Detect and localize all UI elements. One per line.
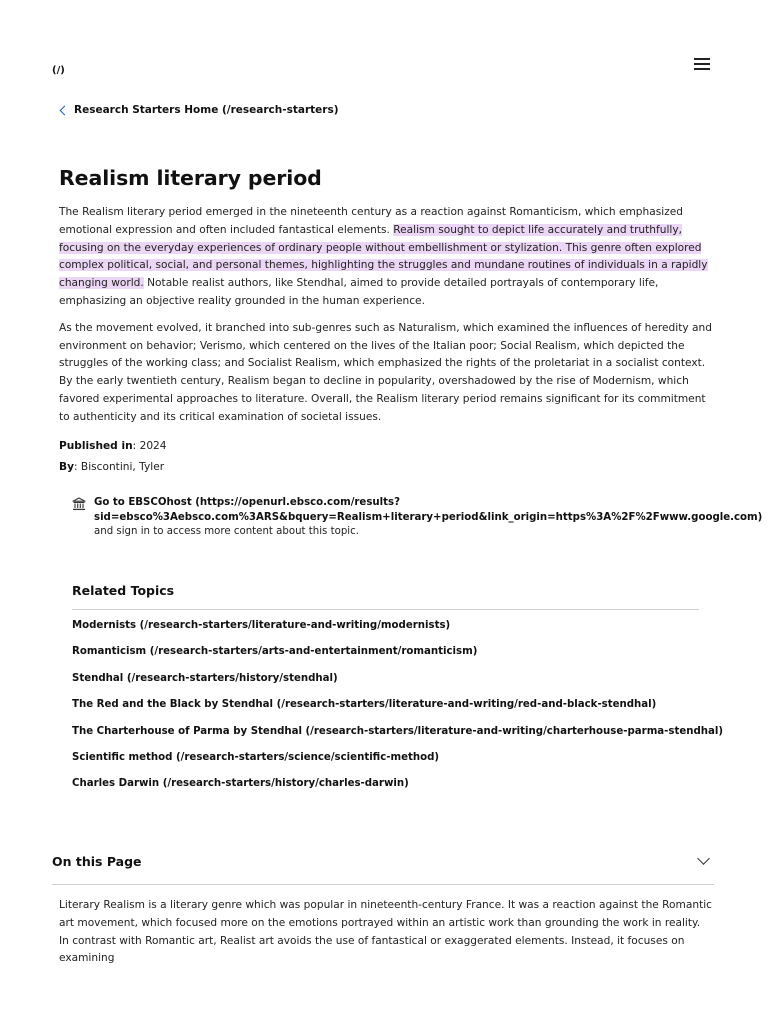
breadcrumb-research-starters-home[interactable]	[59, 104, 339, 116]
article-meta	[59, 436, 167, 478]
related-topics-divider	[72, 609, 699, 610]
related-topic-item	[72, 699, 723, 725]
related-topic-link-red-and-black[interactable]: The Red and the Black by Stendhal (/research-starters/literature-and-writing/red-and-black-stendhal)	[72, 699, 657, 711]
chevron-left-icon	[60, 105, 70, 115]
bank-icon	[72, 497, 86, 511]
summary-p1-start: The Realism literary period emerged in the nineteenth century as a reaction against Romanticism, which emphasized emotional expression and often included fantastical elements.	[59, 206, 684, 236]
related-topic-item	[72, 673, 723, 699]
ebsco-link-line1: Go to EBSCOhost (https://openurl.ebsco.com/results?	[94, 497, 400, 508]
related-topic-link-charles-darwin[interactable]: Charles Darwin (/research-starters/history/charles-darwin)	[72, 778, 409, 790]
on-this-page-divider	[52, 884, 714, 885]
hamburger-menu-icon[interactable]	[692, 55, 714, 73]
home-link[interactable]: (/)	[52, 65, 65, 76]
summary-paragraph-1	[59, 204, 713, 311]
related-topic-item	[72, 646, 723, 672]
article-body-paragraph: Literary Realism is a literary genre which was popular in nineteenth-century France. It was a reaction against the Romantic art movement, which focused more on the emotions portrayed within an artistic work than grounding the work in reality. In contrast with Romantic art, Realist art avoids the use of fantastical or exaggerated elements. Instead, it focuses on examining	[59, 899, 712, 965]
chevron-down-icon[interactable]	[697, 855, 709, 867]
related-topic-item	[72, 752, 723, 778]
related-topic-link-charterhouse-parma[interactable]: The Charterhouse of Parma by Stendhal (/research-starters/literature-and-writing/charterhouse-parma-stendhal)	[72, 725, 724, 737]
related-topic-item	[72, 726, 723, 752]
published-label: Published in	[59, 440, 133, 452]
page-title: Realism literary period	[59, 166, 322, 190]
related-topic-link-stendhal[interactable]: Stendhal (/research-starters/history/stendhal)	[72, 672, 338, 684]
published-in	[59, 436, 167, 457]
related-topic-item	[72, 778, 723, 804]
related-topic-link-scientific-method[interactable]: Scientific method (/research-starters/science/scientific-method)	[72, 751, 440, 763]
related-topics-heading: Related Topics	[72, 583, 175, 598]
on-this-page-heading[interactable]: On this Page	[52, 854, 142, 869]
ebsco-text	[94, 496, 762, 540]
related-topic-link-modernists[interactable]: Modernists (/research-starters/literature-and-writing/modernists)	[72, 620, 451, 631]
top-bar	[0, 0, 768, 90]
published-value: : 2024	[132, 440, 167, 452]
related-topics-list	[72, 620, 723, 805]
highlighted-text: Realism sought to depict life accurately and truthfully, focusing on the everyday experiences of ordinary people without embellishment or stylization. This genre often explored complex political, social, and personal themes, highlighting the struggles and mundane routines of individuals in a rapidly changing world.	[59, 223, 708, 290]
by-value: : Biscontini, Tyler	[73, 461, 165, 473]
ebsco-link-line2: sid=ebsco%3Aebsco.com%3ARS&bquery=Realism+literary+period&link_origin=https%3A%2F%2Fwww.google.com)	[94, 511, 763, 523]
ebsco-suffix: and sign in to access more content about this topic.	[94, 526, 359, 537]
article-summary	[59, 204, 713, 436]
related-topic-item	[72, 620, 723, 646]
byline	[59, 457, 167, 478]
ebsco-link[interactable]	[94, 497, 762, 523]
ebsco-access-note	[72, 496, 763, 540]
related-topic-link-romanticism[interactable]: Romanticism (/research-starters/arts-and-entertainment/romanticism)	[72, 646, 478, 658]
summary-p1-end: Notable realist authors, like Stendhal, aimed to provide detailed portrayals of contemporary life, emphasizing an objective reality grounded in the human experience.	[59, 277, 659, 307]
summary-paragraph-2: As the movement evolved, it branched into sub-genres such as Naturalism, which examined the influences of heredity and environment on behavior; Verismo, which centered on the lives of the Italian poor; Social Realism, which depicted the struggles of the working class; and Socialist Realism, which emphasized the rights of the proletariat in a socialist context. By the early twentieth century, Realism began to decline in popularity, overshadowed by the rise of Modernism, which favored experimental approaches to literature. Overall, the Realism literary period remains significant for its commitment to authenticity and its critical examination of societal issues.	[59, 321, 712, 423]
breadcrumb-label: Research Starters Home (/research-starters)	[74, 104, 339, 116]
by-label: By	[59, 461, 74, 473]
